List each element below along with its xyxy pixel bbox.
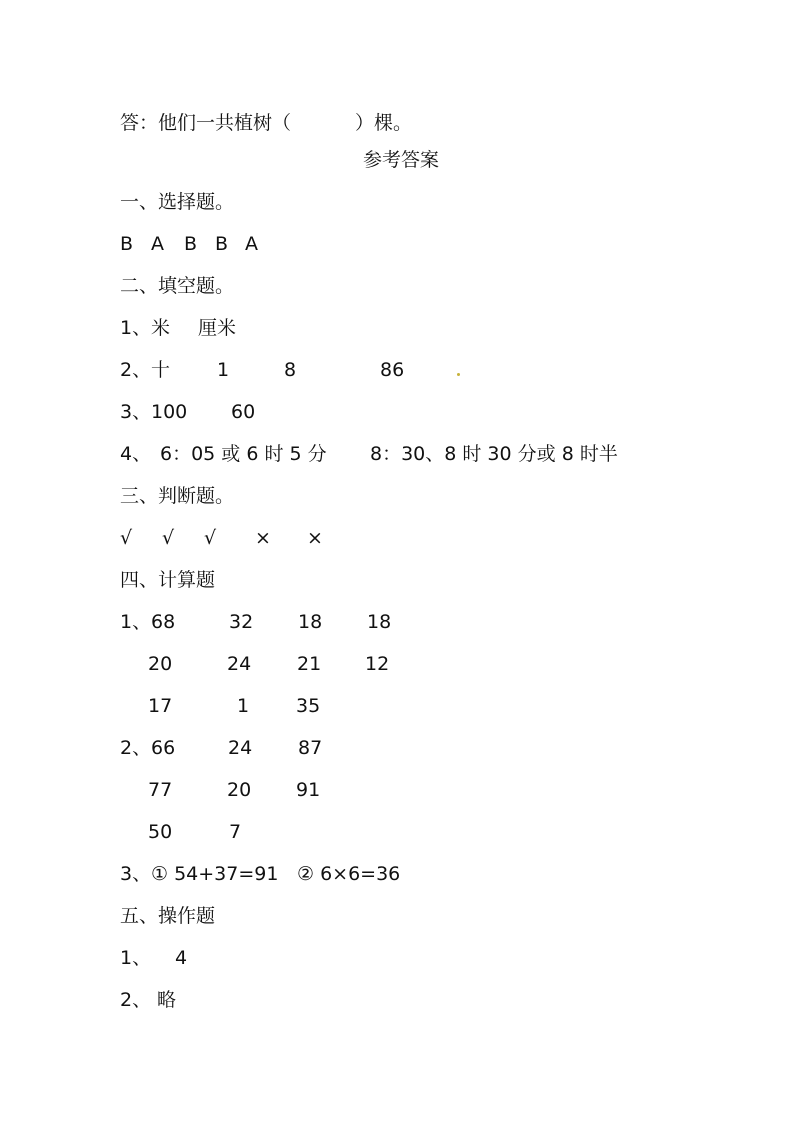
answer-item: 50 (148, 821, 173, 843)
question-number: 3、 (120, 401, 152, 423)
answer-item: 8：30、8 时 30 分或 8 时半 (370, 443, 618, 465)
section-heading-4 (0, 565, 216, 595)
section-heading-1 (0, 187, 235, 217)
answer-item: 77 (148, 779, 173, 801)
section-1-heading: 一、选择题。 (120, 191, 235, 213)
s4-q2-row-1 (0, 733, 323, 763)
answer-item: A (151, 233, 164, 255)
section-2-heading: 二、填空题。 (120, 275, 235, 297)
question-number: 1、 (120, 317, 152, 339)
answer-item: 厘米 (198, 317, 237, 339)
s4-q3 (0, 859, 401, 889)
answer-item: 86 (380, 359, 405, 381)
answer-item: B (120, 233, 134, 255)
s4-q1-row-2 (0, 649, 390, 679)
answer-item: √ (120, 527, 133, 549)
answer-item: × (255, 527, 271, 549)
s2-q2 (0, 355, 405, 385)
answer-item: 6：05 或 6 时 5 分 (160, 443, 327, 465)
s4-q2-row-3 (0, 817, 242, 847)
answer-item: 17 (148, 695, 173, 717)
s2-q4 (0, 439, 618, 469)
section-heading-3 (0, 481, 235, 511)
answer-item: 1 (237, 695, 250, 717)
question-number: 2、 (120, 989, 152, 1011)
s2-q3 (0, 397, 256, 427)
answer-suffix: ）棵。 (355, 112, 413, 134)
section-3-heading: 三、判断题。 (120, 485, 235, 507)
answer-item: 1 (217, 359, 230, 381)
answer-item: 87 (298, 737, 323, 759)
answer-line (0, 108, 413, 138)
s4-q1-row-1 (0, 607, 392, 637)
answer-item: 18 (367, 611, 392, 633)
answer-item: 米 (151, 317, 171, 339)
answer-item: 20 (227, 779, 252, 801)
answer-item: ② 6×6=36 (297, 863, 401, 885)
answer-item: 十 (151, 359, 171, 381)
answer-item: 18 (298, 611, 323, 633)
answer-item: 略 (157, 989, 177, 1011)
answer-item: √ (162, 527, 175, 549)
section-5-heading: 五、操作题 (120, 905, 216, 927)
answer-item: 32 (229, 611, 254, 633)
answer-item: 24 (227, 653, 252, 675)
question-number: 3、 (120, 863, 152, 885)
s4-q2-row-2 (0, 775, 321, 805)
answer-item: 91 (296, 779, 321, 801)
answer-item: 12 (365, 653, 390, 675)
answer-item: × (307, 527, 323, 549)
section-4-heading: 四、计算题 (120, 569, 216, 591)
section-heading-2 (0, 271, 235, 301)
s4-q1-row-3 (0, 691, 321, 721)
answer-item: 7 (229, 821, 242, 843)
stray-mark (457, 373, 460, 376)
answer-item: 24 (228, 737, 253, 759)
question-number: 2、 (120, 737, 152, 759)
answer-item: 8 (284, 359, 297, 381)
answer-item: 68 (151, 611, 176, 633)
question-number: 2、 (120, 359, 152, 381)
section-heading-5 (0, 901, 216, 931)
question-number: 4、 (120, 443, 152, 465)
answer-item: A (245, 233, 258, 255)
answer-item: B (184, 233, 198, 255)
answer-item: 100 (151, 401, 188, 423)
answer-item: ① 54+37=91 (151, 863, 279, 885)
section-3-answers (0, 523, 323, 553)
answer-prefix: 答：他们一共植树（ (120, 112, 292, 134)
s5-q1 (0, 943, 188, 973)
answer-item: √ (204, 527, 217, 549)
s2-q1 (0, 313, 237, 343)
question-number: 1、 (120, 611, 152, 633)
answer-item: B (215, 233, 229, 255)
s5-q2 (0, 985, 177, 1015)
page-title: 参考答案 (363, 149, 440, 171)
section-1-answers (0, 229, 258, 259)
answer-item: 4 (175, 947, 188, 969)
answer-item: 21 (297, 653, 322, 675)
question-number: 1、 (120, 947, 152, 969)
answer-item: 35 (296, 695, 321, 717)
answer-item: 66 (151, 737, 176, 759)
answer-item: 20 (148, 653, 173, 675)
answer-item: 60 (231, 401, 256, 423)
